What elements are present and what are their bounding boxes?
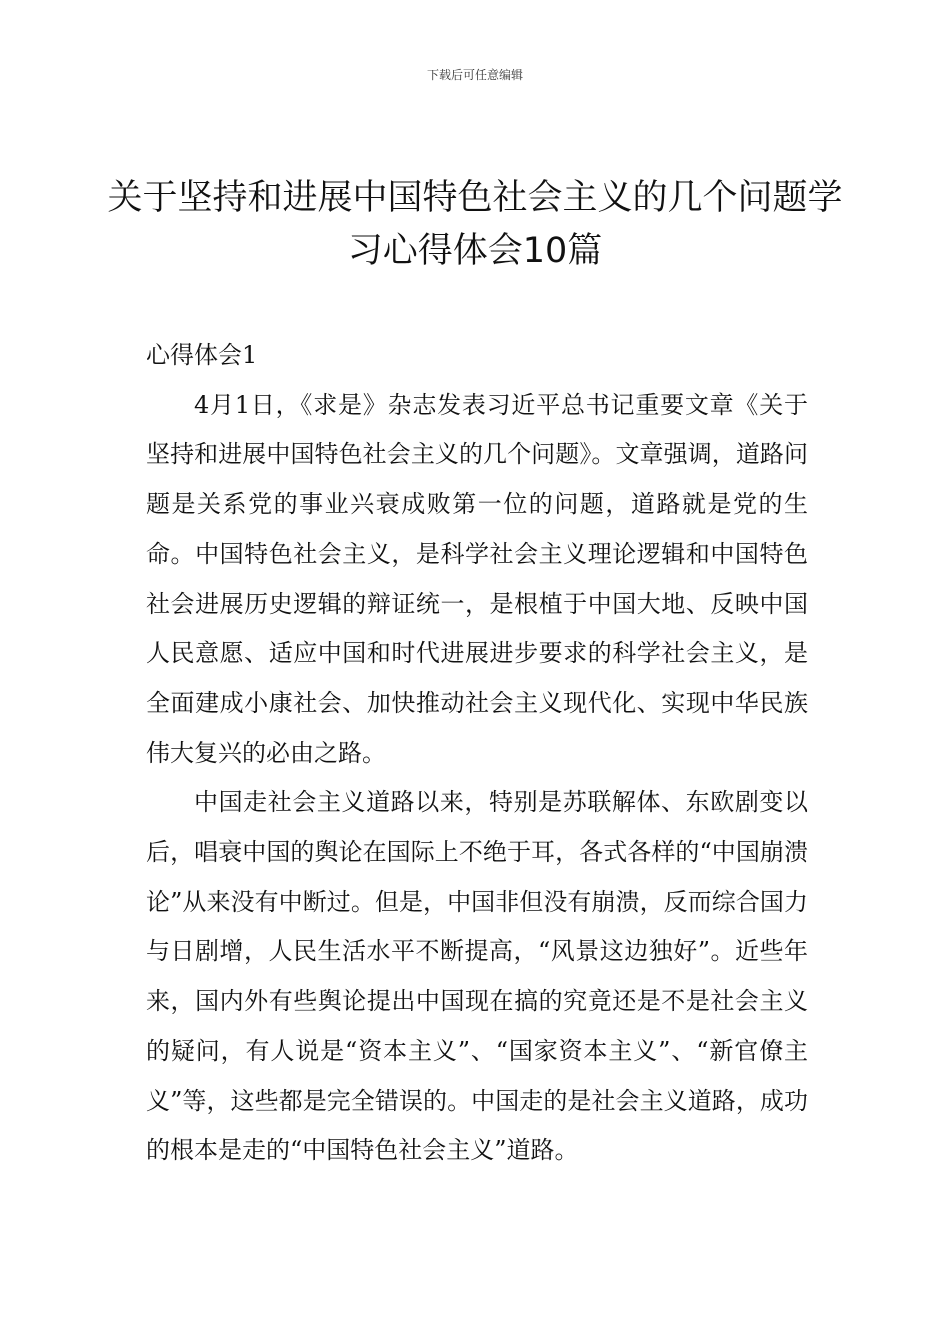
section-heading: 心得体会1 <box>146 341 258 369</box>
document-body <box>146 331 808 1176</box>
header-note: 下载后可任意编辑 <box>426 68 523 82</box>
paragraph: 中国走社会主义道路以来，特别是苏联解体、东欧剧变以后，唱衰中国的舆论在国际上不绝于耳，各式各样的“中国崩溃论”从来没有中断过。但是，中国非但没有崩溃，反而综合国力与日剧增，人民生活水平不断提高，“风景这边独好”。近些年来，国内外有些舆论提出中国现在搞的究竟还是不是社会主义的疑问，有人说是“资本主义”、“国家资本主义”、“新官僚主义”等，这些都是完全错误的。中国走的是社会主义道路，成功的根本是走的“中国特色社会主义”道路。 <box>146 788 808 1165</box>
paragraph: 4月1日，《求是》杂志发表习近平总书记重要文章《关于坚持和进展中国特色社会主义的几个问题》。文章强调，道路问题是关系党的事业兴衰成败第一位的问题，道路就是党的生命。中国特色社会主义，是科学社会主义理论逻辑和中国特色社会进展历史逻辑的辩证统一，是根植于中国大地、反映中国人民意愿、适应中国和时代进展进步要求的科学社会主义，是全面建成小康社会、加快推动社会主义现代化、实现中华民族伟大复兴的必由之路。 <box>146 390 808 767</box>
document-title: 关于坚持和进展中国特色社会主义的几个问题学习心得体会10篇 <box>107 178 843 271</box>
